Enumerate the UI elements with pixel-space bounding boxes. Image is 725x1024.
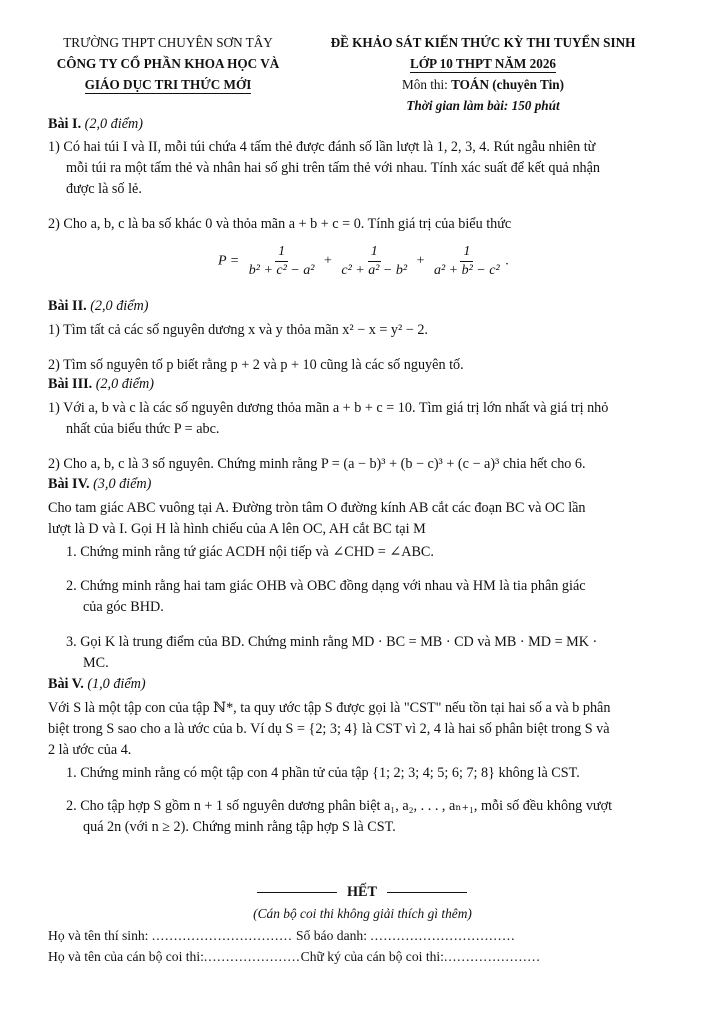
header-right [300, 32, 666, 116]
bai4-item2: 2. Chứng minh rằng hai tam giác OHB và OBC đồng dạng với nhau và HM là tia phân giác của góc BHD. [66, 578, 586, 615]
school-name: TRƯỜNG THPT CHUYÊN SƠN TÂY [63, 35, 273, 50]
bai3-question1: 1) Với a, b và c là các số nguyên dương thỏa mãn a + b + c = 10. Tìm giá trị lớn nhất và giá trị nhỏ nhất của biểu thức P = abc. [48, 400, 609, 437]
section-title-bai2: Bài II. (2,0 điểm) [48, 298, 149, 314]
candidate-info-line: Họ và tên thí sinh: ................................ Số báo danh: ................................. [48, 928, 516, 943]
bai2-question2: 2) Tìm số nguyên tố p biết rằng p + 2 và p + 10 cũng là các số nguyên tố. [48, 357, 464, 373]
section-title-bai5: Bài V. (1,0 điểm) [48, 676, 146, 692]
bai1-question1: 1) Có hai túi I và II, mỗi túi chứa 4 tấm thẻ được đánh số lần lượt là 1, 2, 3, 4. Rút ngẫu nhiên từ mỗi túi ra một tấm thẻ và nhân hai số ghi trên tấm thẻ với nhau. Tính xác suất để kết quả nhận được là số lẻ. [48, 139, 601, 197]
bai4-item1: 1. Chứng minh rằng tứ giác ACDH nội tiếp và ∠CHD = ∠ABC. [66, 544, 434, 560]
end-marker: HẾT [256, 884, 468, 901]
bai4-intro: Cho tam giác ABC vuông tại A. Đường tròn tâm O đường kính AB cắt các đoạn BC và OC lần lượt là D và I. Gọi H là hình chiếu của A lên OC, AH cắt BC tại M [48, 500, 586, 537]
exam-title: ĐỀ KHẢO SÁT KIẾN THỨC KỲ THI TUYỂN SINH [330, 35, 636, 50]
bai3-question2: 2) Cho a, b, c là 3 số nguyên. Chứng minh rằng P = (a − b)³ + (b − c)³ + (c − a)³ chia hết cho 6. [48, 456, 586, 472]
proctor-info-line: Họ và tên của cán bộ coi thi:......................Chữ ký của cán bộ coi thi:...................... [48, 949, 541, 964]
fraction-3: $\frac{1}{\text{a² + b² − c²}}$ [433, 244, 500, 278]
end-rule-left [257, 892, 337, 893]
section-title-bai3: Bài III. (2,0 điểm) [48, 376, 155, 392]
section-title-bai1: Bài I. (2,0 điểm) [48, 116, 143, 132]
header-left [36, 32, 300, 95]
exam-grade: LỚP 10 THPT NĂM 2026 [409, 56, 557, 71]
bai5-intro: Với S là một tập con của tập ℕ*, ta quy ước tập S được gọi là "CST" nếu tồn tại hai số a và b phân biệt trong S sao cho a là ước của b. Ví dụ S = {2; 3; 4} là CST vì 2, 4 là hai số phân biệt trong S và 2 là ước của 4. [48, 700, 611, 758]
exam-subject: Môn thi: TOÁN (chuyên Tin) [402, 77, 564, 92]
company-line1: CÔNG TY CỔ PHẦN KHOA HỌC VÀ [56, 56, 280, 71]
end-rule-right [387, 892, 467, 893]
proctor-note: (Cán bộ coi thi không giải thích gì thêm) [253, 906, 472, 921]
bai4-item3: 3. Gọi K là trung điểm của BD. Chứng minh rằng MD · BC = MB · CD và MB · MD = MK · MC. [66, 634, 598, 671]
exam-duration: Thời gian làm bài: 150 phút [406, 98, 560, 113]
company-line2: GIÁO DỤC TRI THỨC MỚI [84, 77, 252, 92]
bai5-item2: 2. Cho tập hợp S gồm n + 1 số nguyên dương phân biệt a₁, a₂, . . . , aₙ₊₁, mỗi số đều không vượt quá 2n (với n ≥ 2). Chứng minh rằng tập hợp S là CST. [66, 798, 613, 835]
fraction-1: $\frac{1}{\text{b² + c² − a²}}$ [248, 244, 315, 278]
fraction-2: $\frac{1}{\text{c² + a² − b²}}$ [341, 244, 408, 278]
bai1-question2: 2) Cho a, b, c là ba số khác 0 và thỏa mãn a + b + c = 0. Tính giá trị của biểu thức [48, 216, 512, 232]
bai2-question1: 1) Tìm tất cả các số nguyên dương x và y thỏa mãn x² − x = y² − 2. [48, 322, 428, 338]
bai1-formula: P = $\frac{1}{\text{b² + c² − a²}}$ + $\frac{1}{\text{c² + a² − b²}}$ + $\frac{1}{\text{a² + b² − c²}}$ . [218, 244, 510, 278]
section-title-bai4: Bài IV. (3,0 điểm) [48, 476, 152, 492]
bai5-item1: 1. Chứng minh rằng có một tập con 4 phần tử của tập {1; 2; 3; 4; 5; 6; 7; 8} không là CST. [66, 765, 580, 781]
